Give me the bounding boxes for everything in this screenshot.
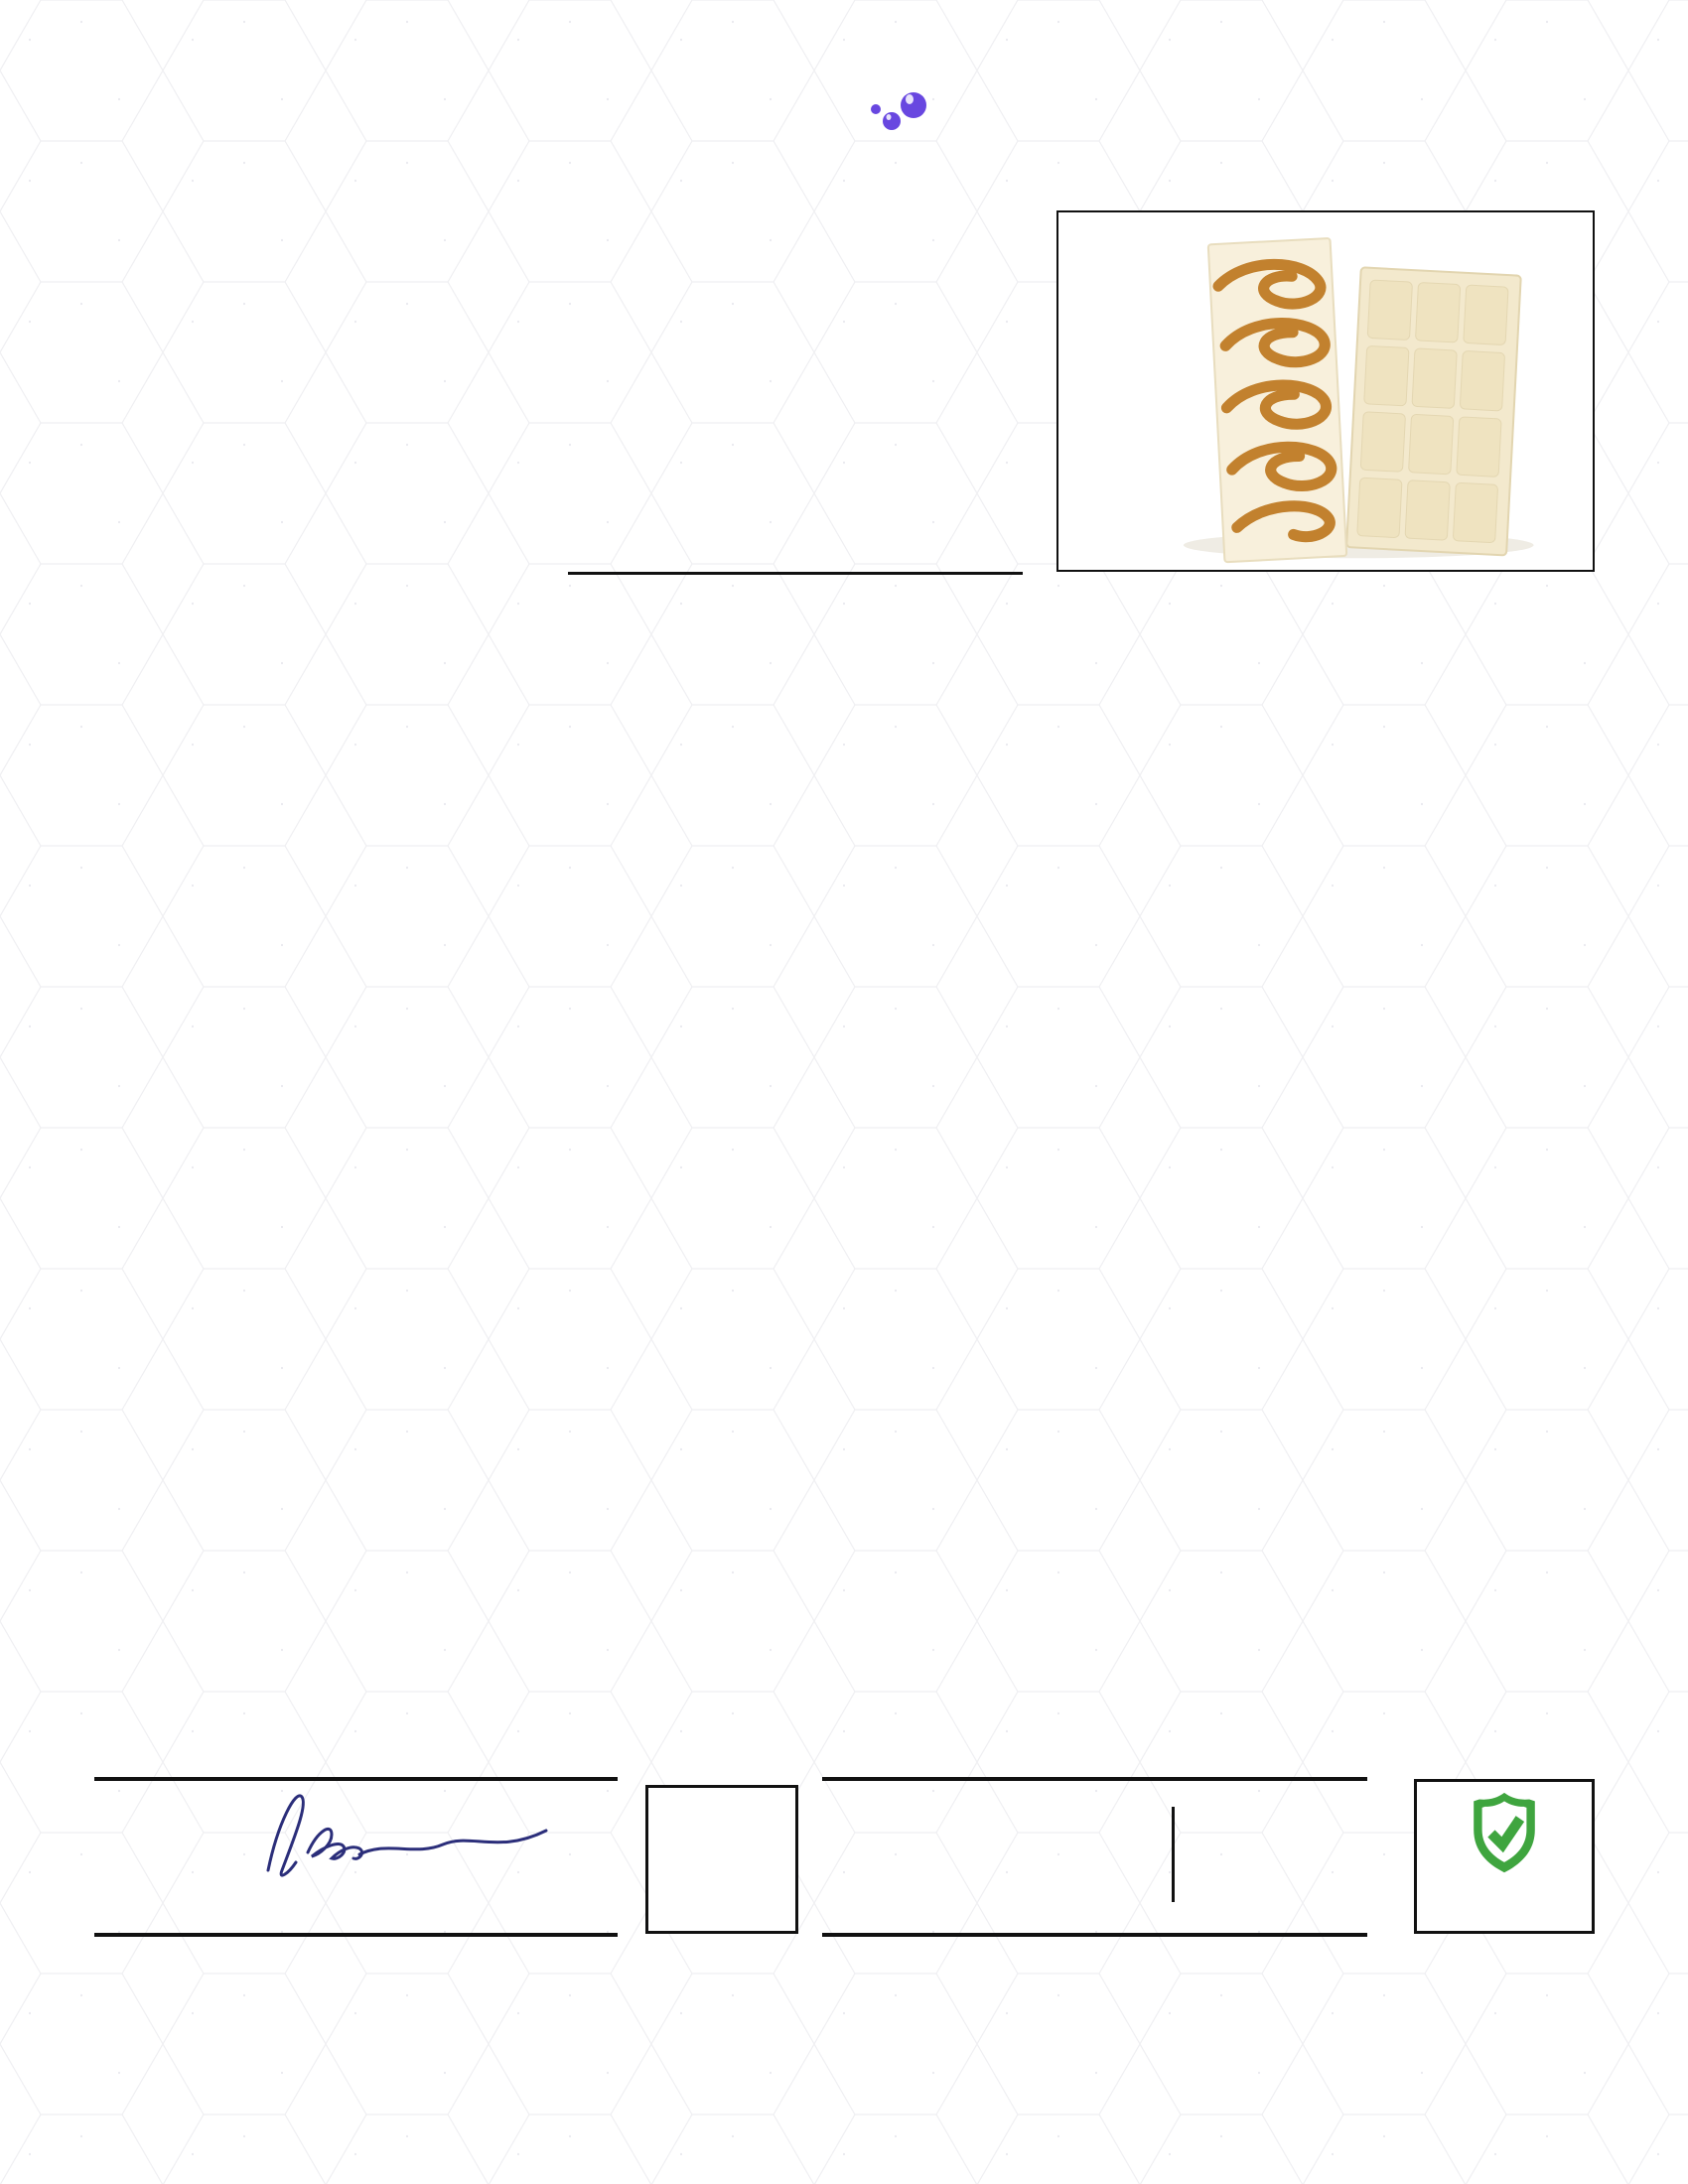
signature-image [243, 1783, 571, 1882]
summary-gauges-row [0, 1527, 1688, 1676]
product-photo-frame [1056, 210, 1595, 572]
logo-bubbles-icon [866, 83, 929, 145]
shield-check-icon [1463, 1789, 1546, 1878]
section-rule [568, 572, 1023, 575]
passed-badge [1414, 1779, 1595, 1934]
agilent-starburst-icon [830, 1793, 955, 1918]
product-photo [1058, 212, 1593, 570]
expresstestlabs-logo [866, 83, 929, 145]
agilent-box [822, 1777, 1367, 1937]
vertical-divider [1172, 1807, 1175, 1902]
approval-box [94, 1777, 618, 1937]
qr-code-box [645, 1785, 798, 1934]
